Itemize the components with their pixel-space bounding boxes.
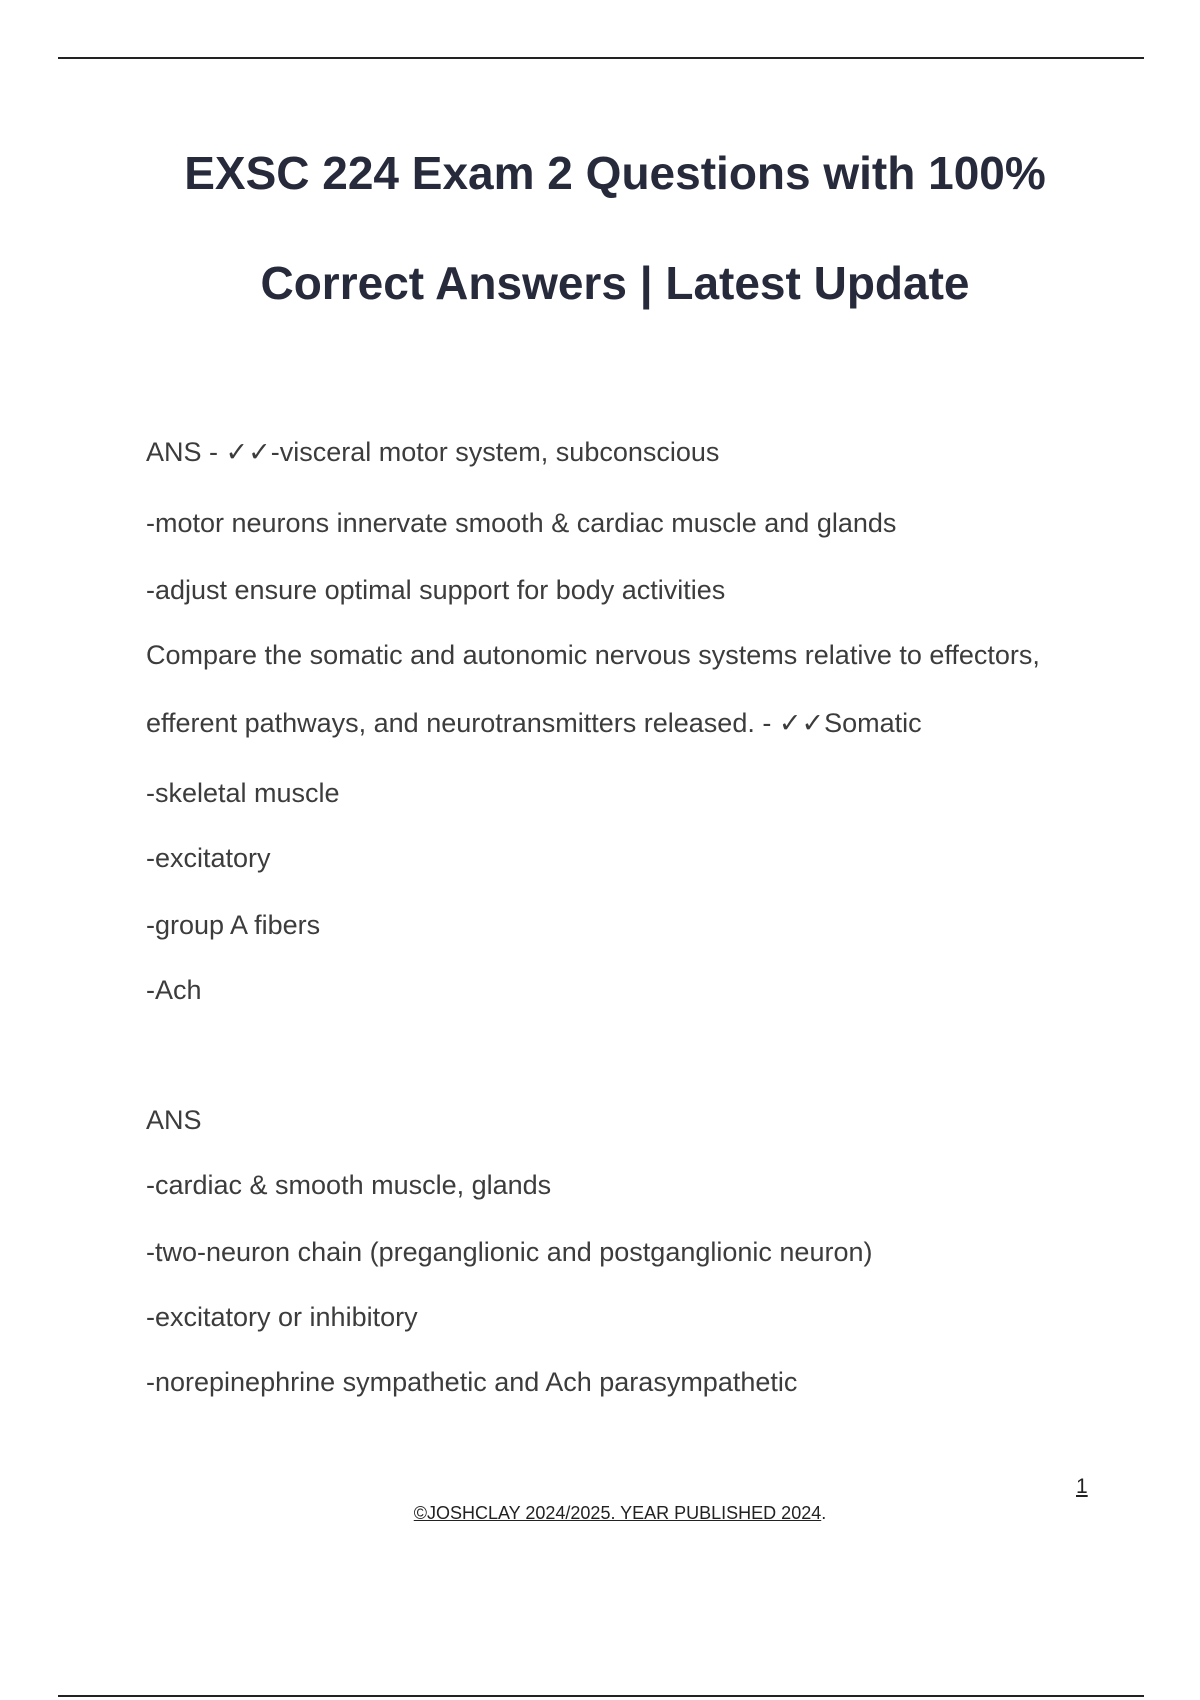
body-line: ANS xyxy=(146,1105,202,1135)
footer-copyright xyxy=(0,1503,1200,1524)
body-line: -adjust ensure optimal support for body activities xyxy=(146,575,726,605)
body-line: ANS - ✓✓-visceral motor system, subconscious xyxy=(146,437,720,467)
body-line: Compare the somatic and autonomic nervous systems relative to effectors, xyxy=(146,640,1040,670)
bottom-rule xyxy=(58,1695,1144,1697)
footer-copyright-text: ©JOSHCLAY 2024/2025. YEAR PUBLISHED 2024 xyxy=(413,1503,822,1523)
body-line: -skeletal muscle xyxy=(146,778,340,808)
body-line: -two-neuron chain (preganglionic and postganglionic neuron) xyxy=(146,1237,873,1267)
page-number: 1 xyxy=(1076,1475,1088,1498)
body-line: -excitatory or inhibitory xyxy=(146,1302,418,1332)
body-line: -group A fibers xyxy=(146,910,321,940)
body-line: efferent pathways, and neurotransmitters released. - ✓✓Somatic xyxy=(146,708,922,738)
body-line: -norepinephrine sympathetic and Ach parasympathetic xyxy=(146,1367,798,1397)
document-title-line-2: Correct Answers | Latest Update xyxy=(260,257,970,309)
body-line: -motor neurons innervate smooth & cardiac muscle and glands xyxy=(146,508,897,538)
body-line: -Ach xyxy=(146,975,202,1005)
document-title-line-1: EXSC 224 Exam 2 Questions with 100% xyxy=(184,147,1046,199)
top-rule xyxy=(58,57,1144,59)
body-line: -cardiac & smooth muscle, glands xyxy=(146,1170,552,1200)
footer-trailing-period: . xyxy=(821,1503,827,1523)
body-line: -excitatory xyxy=(146,843,271,873)
